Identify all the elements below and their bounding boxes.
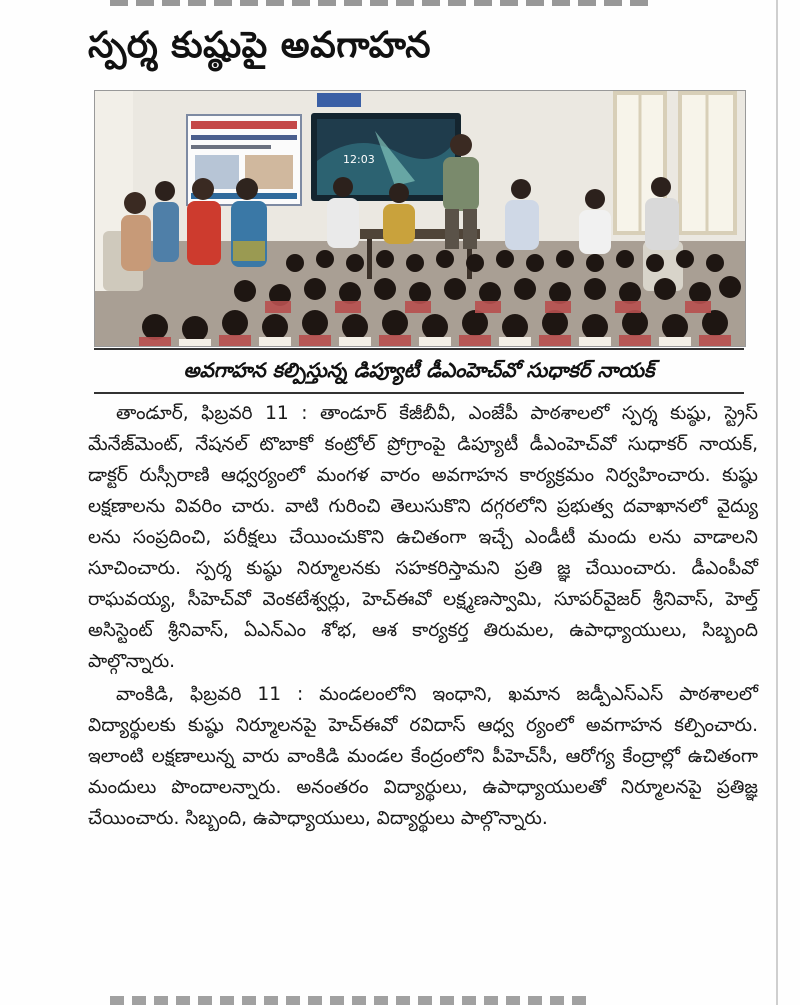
news-photo <box>94 90 746 347</box>
article-paragraph-tandur: తాండూర్, ఫిబ్రవరి 11 : తాండూర్ కేజీబీవీ, ఎంజేపీ పాఠశాలలో స్పర్శ కుష్ఠు, స్ట్రెస్ మేనేజ్‌మెంట్, నేషనల్ టొబాకో కంట్రోల్ ప్రోగ్రాంపై డిప్యూటీ డీఎంహెచ్‌వో సుధాకర్ నాయక్, డాక్టర్ రుస్సీరాణి ఆధ్వర్యంలో మంగళ వారం అవగాహన కార్యక్రమం నిర్వహించారు. కుష్ఠు లక్షణాలను వివరిం చారు. వాటి గురించి తెలుసుకొని దగ్గరలోని ప్రభుత్వ దవాఖానలో వైద్యు లను సంప్రదించి, పరీక్షలు చేయించుకొని ఉచితంగా ఇచ్చే ఎండీటీ మందు లను వాడాలని సూచించారు. స్పర్శ కుష్ఠు నిర్మూలనకు సహకరిస్తామని ప్రతి జ్ఞ చేయించారు. డీఎంపీవో రాఘవయ్య, సీహెచ్‌వో వెంకటేశ్వర్లు, హెచ్ఈవో లక్ష్మణస్వామి, సూపర్‌వైజర్ శ్రీనివాస్, హెల్త్ అసిస్టెంట్ శ్రీనివాస్, ఏఎన్ఎం శోభ, ఆశ కార్యకర్త తిరుమల, ఉపాధ్యాయులు, సిబ్బంది పాల్గొన్నారు. <box>88 403 758 672</box>
headline: స్పర్శ కుష్ఠుపై అవగాహన <box>88 25 432 66</box>
screen-clock: 12:03 <box>343 153 375 166</box>
clipped-next-text <box>110 996 590 1005</box>
clipped-previous-text <box>110 0 650 6</box>
article-body <box>88 398 758 834</box>
awareness-meeting-photo <box>95 91 745 346</box>
caption-bottom-rule <box>94 392 744 394</box>
article-paragraph-wankidi: వాంకిడి, ఫిబ్రవరి 11 : మండలంలోని ఇంధాని, ఖమాన జడ్పీఎస్ఎస్ పాఠశాలలో విద్యార్థులకు కుష్ఠు నిర్మూలనపై హెచ్ఈవో రవిదాస్ ఆధ్వ ర్యంలో అవగాహన కల్పించారు. ఇలాంటి లక్షణాలున్న వారు వాంకిడి మండల కేంద్రంలోని పీహెచ్‌సీ, ఆరోగ్య కేంద్రాల్లో ఉచితంగా మందులు పొందాలన్నారు. అనంతరం విద్యార్థులు, ఉపాధ్యాయులతో నిర్మూలనపై ప్రతిజ్ఞ చేయించారు. సిబ్బంది, ఉపాధ్యాయులు, విద్యార్థులు పాల్గొన్నారు. <box>88 684 758 829</box>
photo-caption: అవగాహన కల్పిస్తున్న డిప్యూటీ డీఎంహెచ్‌వో సుధాకర్ నాయక్ <box>183 358 655 382</box>
column-divider <box>776 0 778 1005</box>
